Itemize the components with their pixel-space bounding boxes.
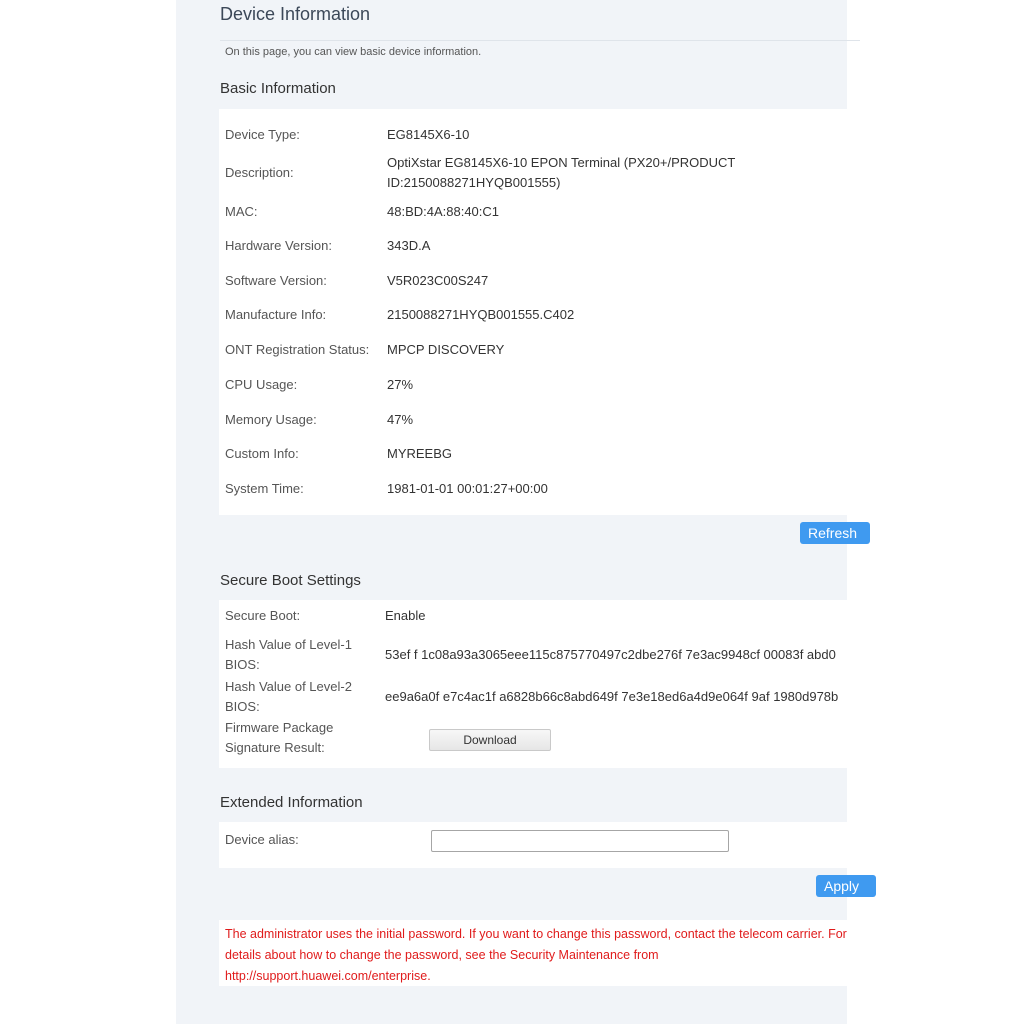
firmware-label: Firmware Package Signature Result: xyxy=(225,720,334,755)
device-alias-input[interactable] xyxy=(431,830,729,852)
manufacture-info-row xyxy=(219,297,859,332)
system-time-label: System Time: xyxy=(225,480,304,496)
custom-info-row xyxy=(219,436,859,471)
device-type-value: EG8145X6-10 xyxy=(387,126,470,142)
device-alias-label: Device alias: xyxy=(225,832,299,847)
ont-status-value: MPCP DISCOVERY xyxy=(387,341,505,357)
cpu-usage-value: 27% xyxy=(387,376,414,392)
hash2-label: Hash Value of Level-2 BIOS: xyxy=(225,679,352,714)
ont-status-row xyxy=(219,332,859,367)
password-warning-text: The administrator uses the initial password. If you want to change this password, contact the telecom carrier. For details about how to change the password, see the Security Maintenance from http://support.huawei.com/enterprise. xyxy=(225,927,847,983)
download-button[interactable]: Download xyxy=(429,729,551,751)
description-value: OptiXstar EG8145X6-10 EPON Terminal (PX20+/PRODUCT ID:2150088271HYQB001555) xyxy=(387,155,736,190)
hash2-value: ee9a6a0f e7c4ac1f a6828b66c8abd649f 7e3e18ed6a4d9e064f 9af 1980d978b xyxy=(385,689,839,704)
hardware-version-label: Hardware Version: xyxy=(225,237,332,253)
extended-info-table xyxy=(219,822,859,868)
memory-usage-value: 47% xyxy=(387,411,414,427)
basic-info-title: Basic Information xyxy=(220,80,336,97)
secure-boot-row xyxy=(219,600,859,632)
hardware-version-value: 343D.A xyxy=(387,237,431,253)
memory-usage-row xyxy=(219,402,859,437)
system-time-row xyxy=(219,471,859,506)
mac-value: 48:BD:4A:88:40:C1 xyxy=(387,203,500,219)
mac-row xyxy=(219,194,859,229)
device-type-label: Device Type: xyxy=(225,126,300,142)
page-description: On this page, you can view basic device information. xyxy=(225,46,482,58)
password-warning-box xyxy=(219,920,859,986)
page-title: Device Information xyxy=(220,4,371,24)
secure-boot-label: Secure Boot: xyxy=(225,608,301,623)
content-panel xyxy=(176,0,860,1024)
ont-status-label: ONT Registration Status: xyxy=(225,341,370,357)
refresh-button[interactable]: Refresh xyxy=(800,522,870,544)
cpu-usage-label: CPU Usage: xyxy=(225,376,298,392)
cpu-usage-row xyxy=(219,367,859,402)
custom-info-value: MYREEBG xyxy=(387,445,453,461)
memory-usage-label: Memory Usage: xyxy=(225,411,317,427)
hash1-label: Hash Value of Level-1 BIOS: xyxy=(225,637,352,672)
hash2-row xyxy=(219,676,859,718)
secure-boot-table xyxy=(219,600,859,768)
description-label: Description: xyxy=(225,165,294,180)
custom-info-label: Custom Info: xyxy=(225,445,299,461)
software-version-value: V5R023C00S247 xyxy=(387,272,489,288)
extended-info-title: Extended Information xyxy=(220,794,363,811)
description-row xyxy=(219,152,859,194)
mac-label: MAC: xyxy=(225,203,258,219)
hash1-value: 53ef f 1c08a93a3065eee115c875770497c2dbe276f 7e3ac9948cf 00083f abd0 xyxy=(385,647,836,662)
basic-info-table xyxy=(219,109,859,515)
hash1-row xyxy=(219,634,859,676)
hardware-version-row xyxy=(219,228,859,263)
secure-boot-value: Enable xyxy=(385,608,426,623)
system-time-value: 1981-01-01 00:01:27+00:00 xyxy=(387,480,548,496)
software-version-label: Software Version: xyxy=(225,272,327,288)
device-type-row xyxy=(219,117,859,152)
secure-boot-title: Secure Boot Settings xyxy=(220,572,361,589)
manufacture-info-label: Manufacture Info: xyxy=(225,306,327,322)
software-version-row xyxy=(219,263,859,298)
title-divider xyxy=(220,40,860,41)
apply-button[interactable]: Apply xyxy=(816,875,876,897)
manufacture-info-value: 2150088271HYQB001555.C402 xyxy=(387,306,575,322)
